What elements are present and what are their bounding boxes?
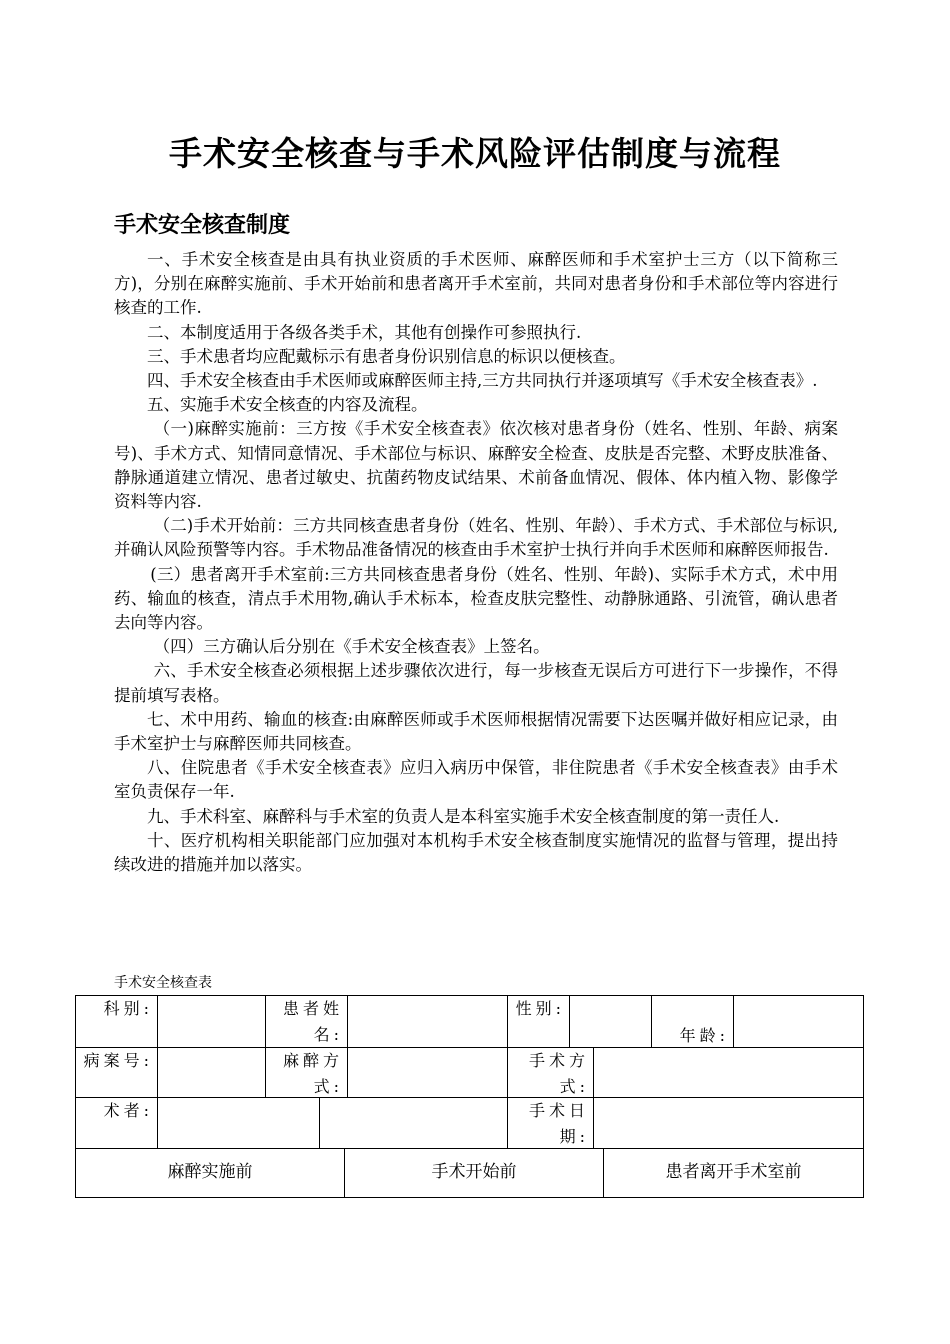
case-number-field[interactable] (158, 1048, 266, 1098)
paragraph: （四）三方确认后分别在《手术安全核查表》上签名。 (153, 637, 550, 657)
surgeon-field[interactable] (158, 1098, 320, 1149)
surgery-method-field[interactable] (594, 1048, 863, 1098)
patient-name-label: 患者姓名: (266, 996, 348, 1048)
paragraph: 一、手术安全核查是由具有执业资质的手术医师、麻醉医师和手术室护士三方（以下简称三方)，分别在麻醉实施前、手术开始前和患者离开手术室前，共同对患者身份和手术部位等内容进行核查的工作. (114, 250, 838, 318)
case-number-label: 病案号: (76, 1048, 158, 1098)
surgeon-extra-field[interactable] (320, 1098, 508, 1149)
gender-field[interactable] (570, 996, 652, 1048)
paragraph: 三、手术患者均应配戴标示有患者身份识别信息的标识以便核查。 (147, 346, 626, 366)
surgery-date-label: 手术日期: (508, 1098, 594, 1149)
paragraph: 八、住院患者《手术安全核查表》应归入病历中保管，非住院患者《手术安全核查表》由手术室负责保存一年. (114, 758, 838, 802)
paragraph: 四、手术安全核查由手术医师或麻醉医师主持,三方共同执行并逐项填写《手术安全核查表》. (147, 371, 818, 391)
department-field[interactable] (158, 996, 266, 1048)
paragraph: 九、手术科室、麻醉科与手术室的负责人是本科室实施手术安全核查制度的第一责任人. (147, 806, 780, 826)
paragraph: 六、手术安全核查必须根据上述步骤依次进行，每一步核查无误后方可进行下一步操作，不得提前填写表格。 (114, 661, 838, 705)
age-label: 年龄: (652, 996, 734, 1048)
paragraph: 五、实施手术安全核查的内容及流程。 (147, 395, 428, 415)
phase-before-anesthesia-header: 麻醉实施前 (76, 1148, 345, 1197)
age-field[interactable] (734, 996, 863, 1048)
paragraph: 二、本制度适用于各级各类手术，其他有创操作可参照执行. (147, 322, 582, 342)
surgeon-label: 术者: (76, 1098, 158, 1149)
patient-name-field[interactable] (348, 996, 508, 1048)
phase-before-surgery-header: 手术开始前 (345, 1148, 604, 1197)
gender-label: 性别: (508, 996, 570, 1048)
table-caption: 手术安全核查表 (114, 975, 212, 991)
paragraph: （二)手术开始前：三方共同核查患者身份（姓名、性别、年龄）、手术方式、手术部位与标识,并确认风险预警等内容。手术物品准备情况的核查由手术室护士执行并向手术医师和麻醉医师报告. (114, 516, 838, 560)
checklist-form (75, 995, 864, 1198)
anesthesia-method-label: 麻醉方式: (266, 1048, 348, 1098)
section-title: 手术安全核查制度 (114, 213, 291, 238)
surgery-method-label: 手术方式: (508, 1048, 594, 1098)
surgery-date-field[interactable] (594, 1098, 863, 1149)
document-title: 手术安全核查与手术风险评估制度与流程 (169, 134, 781, 173)
paragraph: (三）患者离开手术室前:三方共同核查患者身份（姓名、性别、年龄)、实际手术方式，术中用药、输血的核查，清点手术用物,确认手术标本，检查皮肤完整性、动静脉通路、引流管，确认患者去向等内容。 (114, 564, 838, 633)
paragraph: 十、医疗机构相关职能部门应加强对本机构手术安全核查制度实施情况的监督与管理，提出持续改进的措施并加以落实。 (114, 830, 838, 875)
anesthesia-method-field[interactable] (348, 1048, 508, 1098)
paragraph: （一)麻醉实施前：三方按《手术安全核查表》依次核对患者身份（姓名、性别、年龄、病案号)、手术方式、知情同意情况、手术部位与标识、麻醉安全检查、皮肤是否完整、术野皮肤准备、静脉通道建立情况、患者过敏史、抗菌药物皮试结果、术前备血情况、假体、体内植入物、影像学资料等内容. (114, 419, 838, 512)
policy-body (114, 248, 838, 877)
paragraph: 七、术中用药、输血的核查:由麻醉医师或手术医师根据情况需要下达医嘱并做好相应记录，由手术室护士与麻醉医师共同核查。 (114, 709, 838, 754)
department-label: 科别: (76, 996, 158, 1048)
phase-before-leaving-header: 患者离开手术室前 (665, 1162, 802, 1182)
